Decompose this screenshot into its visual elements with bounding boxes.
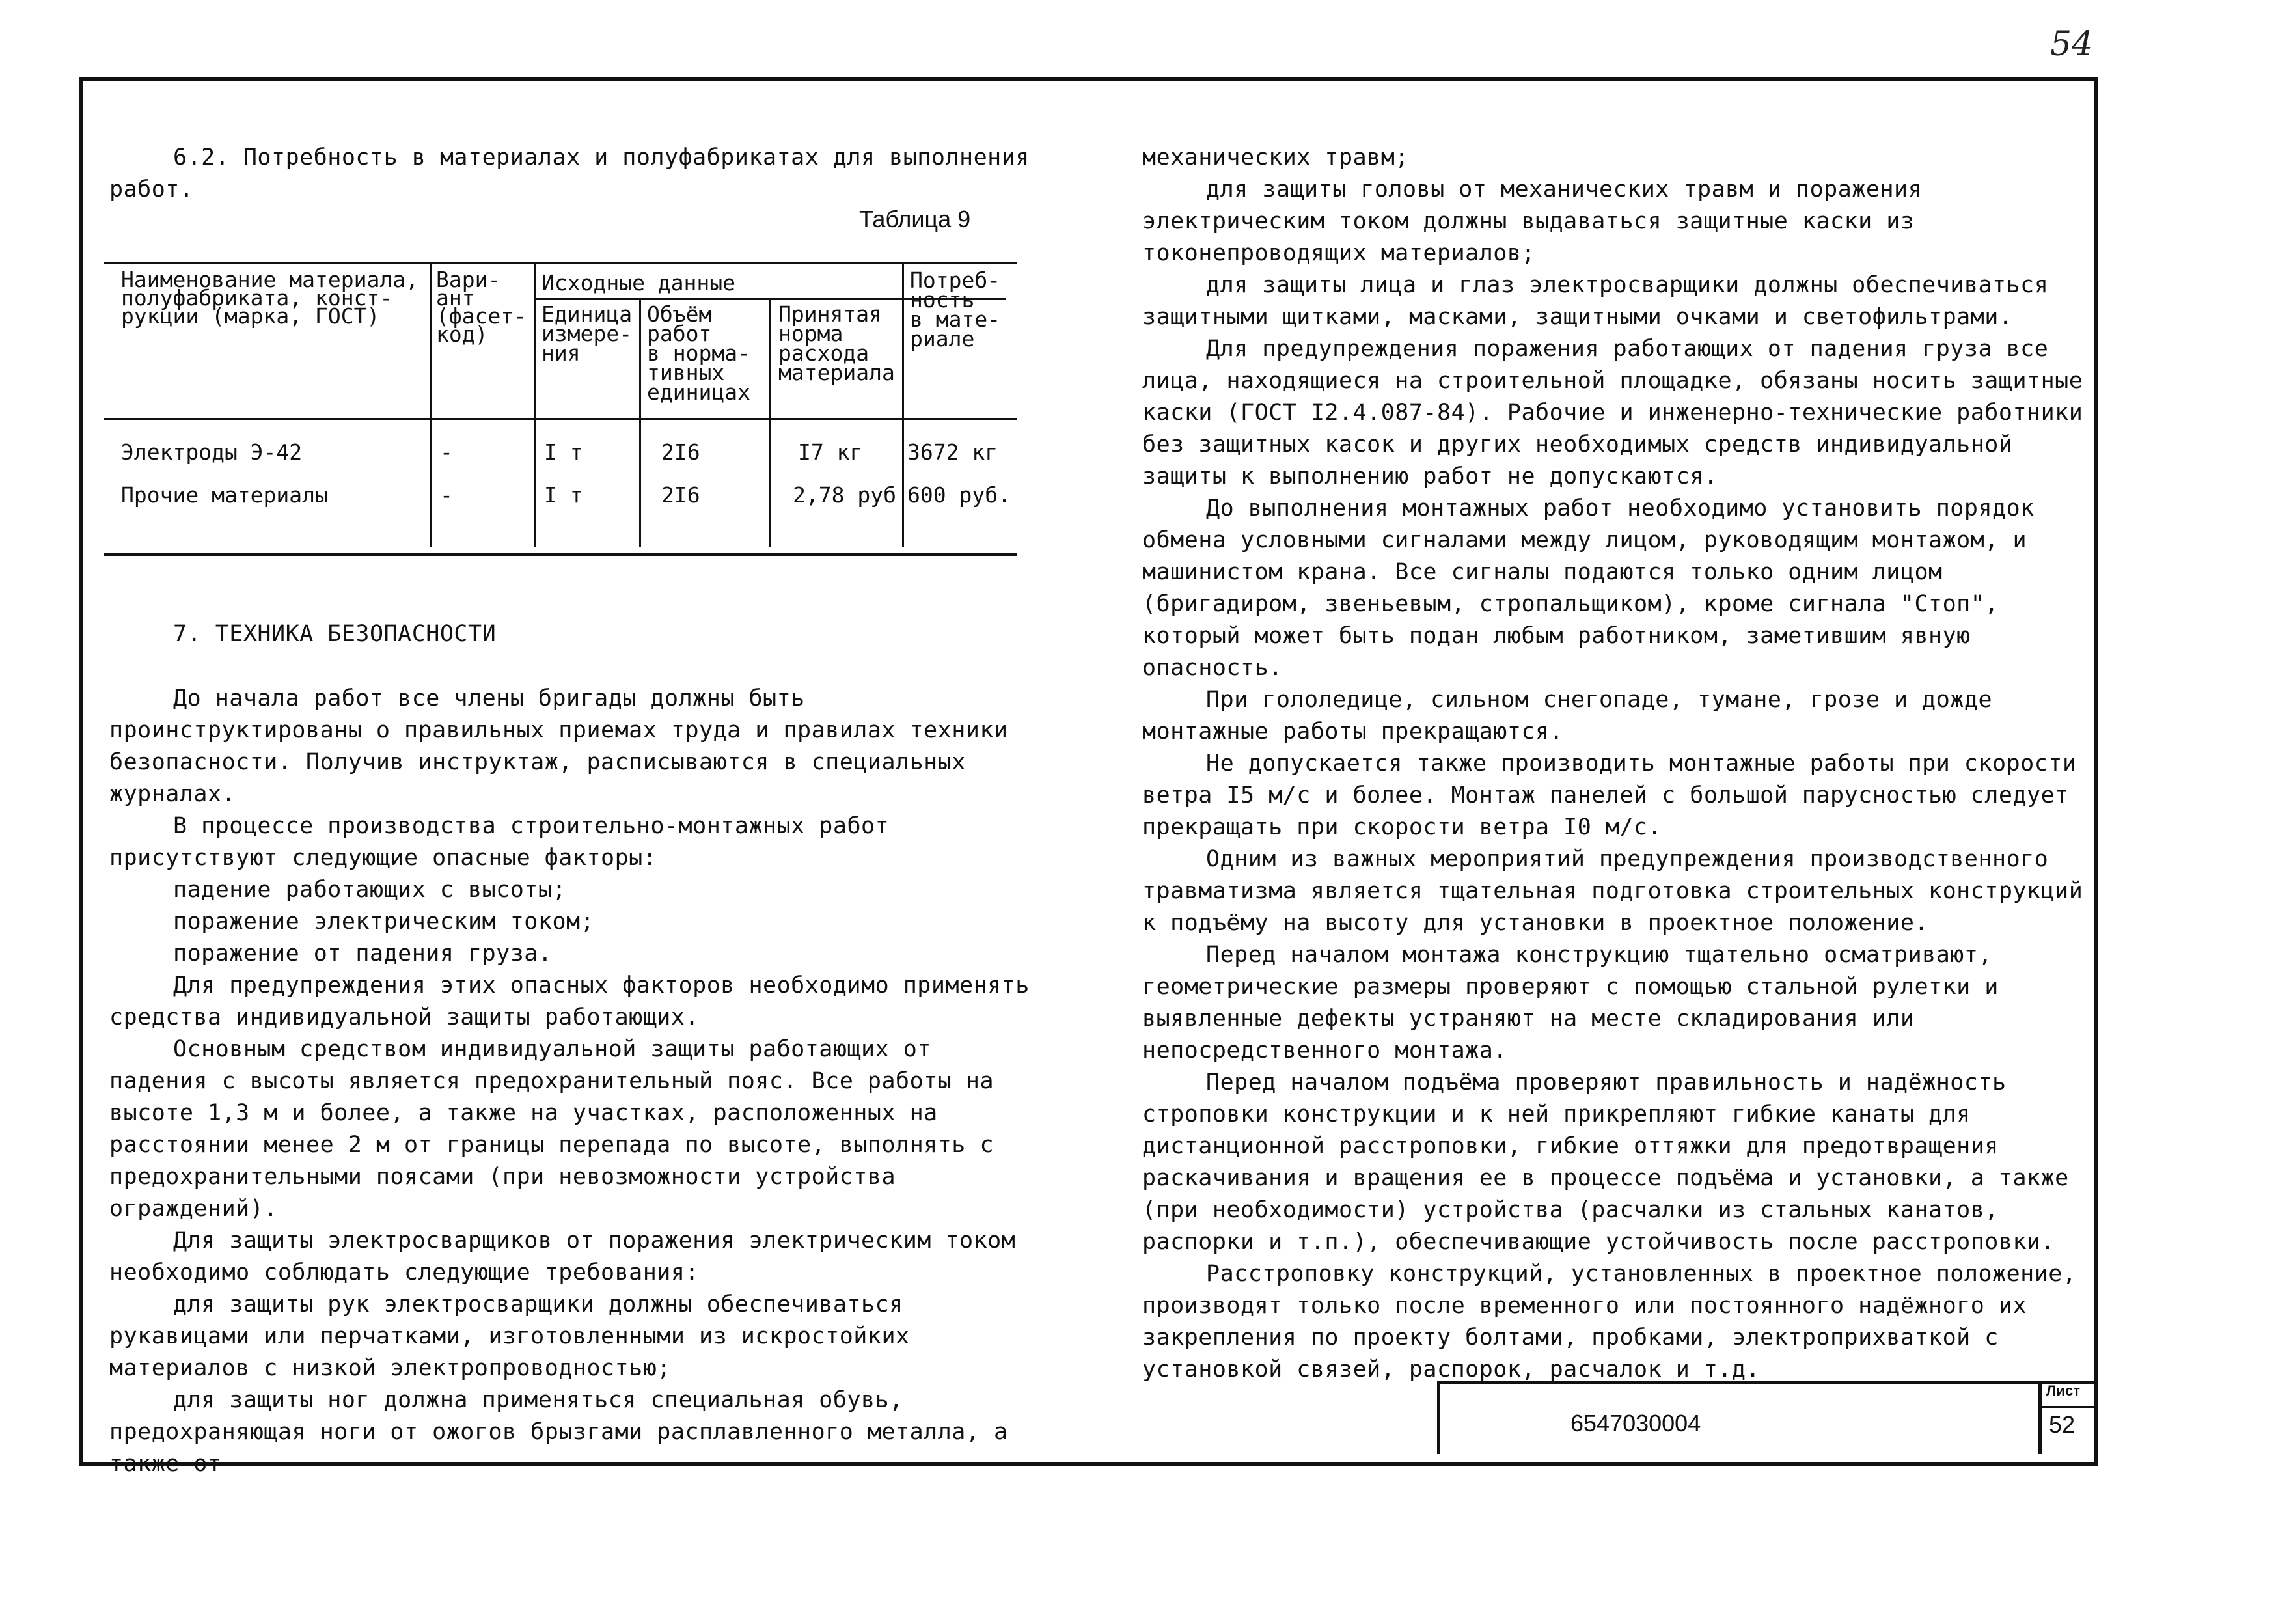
safety-section-left: [109, 618, 1034, 1480]
paragraph: До выполнения монтажных работ необходимо установить порядок обмена условными сигналами между лицом, руководящим монтажом, и машинистом крана. Все сигналы подаются только одним лицом (бригадиром, звеньевым, стропальщиком), кроме сигнала "Стоп", который может быть подан любым работником, заметившим явную опасность.: [1142, 495, 2035, 681]
paragraph: При гололедице, сильном снегопаде, тумане, грозе и дожде монтажные работы прекращаются.: [1142, 687, 1993, 745]
title-block-divider: [1437, 1381, 1440, 1454]
table-divider: [769, 298, 771, 547]
paragraph: Расстроповку конструкций, установленных в проектное положение, производят только после временного или постоянного надёжного их закрепления по проекту болтами, пробками, электроприхваткой с установкой связей, распорок, расчалок и т.д.: [1142, 1261, 2077, 1383]
row-2-unit: I т: [544, 482, 583, 508]
table-caption: Таблица 9: [859, 206, 971, 232]
row-2-need: 600 руб.: [907, 482, 1011, 508]
paragraph: для защиты ног должна применяться специальная обувь, предохраняющая ноги от ожогов брызгами расплавленного металла, а также от: [109, 1387, 1008, 1477]
header-unit: Единица измере- ния: [541, 301, 633, 366]
row-1-unit: I т: [544, 439, 583, 465]
document-code: 6547030004: [1570, 1410, 1701, 1437]
paragraph: для защиты рук электросварщики должны обеспечиваться рукавицами или перчатками, изготовленными из искростойких материалов с низкой электропроводностью;: [109, 1291, 910, 1381]
row-2-name: Прочие материалы: [121, 482, 328, 508]
paragraph: Перед началом монтажа конструкцию тщательно осматривают, геометрические размеры проверяют с помощью стальной рулетки и выявленные дефекты устраняют на месте складирования или непосредственного монтажа.: [1142, 942, 1999, 1064]
table-top-rule: [104, 262, 1017, 264]
header-need: Потреб- ность в мате- риале: [910, 268, 1001, 351]
sheet-label: Лист: [2046, 1383, 2080, 1399]
list-item: поражение от падения груза.: [173, 941, 553, 967]
header-source-data: Исходные данные: [541, 270, 736, 296]
table-divider: [430, 262, 432, 547]
frame-left-border: [79, 77, 83, 1466]
intro-line-1: 6.2. Потребность в материалах и полуфабрикатах для выполнения: [173, 145, 1030, 171]
list-item: поражение электрическим током;: [173, 909, 595, 935]
paragraph: В процессе производства строительно-монтажных работ присутствуют следующие опасные факторы:: [109, 813, 890, 871]
header-volume: Объём работ в норма- тивных единицах: [647, 301, 750, 405]
paragraph: Для защиты электросварщиков от поражения электрическим током необходимо соблюдать следующие требования:: [109, 1228, 1016, 1286]
list-item: падение работающих с высоты;: [173, 877, 567, 903]
paragraph: для защиты лица и глаз электросварщики должны обеспечиваться защитными щитками, масками, защитными очками и светофильтрами.: [1142, 272, 2049, 330]
row-1-volume: 2I6: [661, 439, 700, 465]
frame-top-border: [79, 77, 2098, 81]
title-block: [1437, 1381, 2097, 1457]
frame-right-border: [2094, 77, 2098, 1466]
table-divider: [639, 298, 641, 547]
title-block-top-rule: [1437, 1381, 2097, 1384]
sheet-label-rule: [2038, 1406, 2097, 1408]
paragraph: Перед началом подъёма проверяют правильность и надёжность строповки конструкции и к ней прикрепляют гибкие канаты для дистанционной расстроповки, гибкие оттяжки для предотвращения раскачивания и вращения ее в процессе подъёма и установки, а также (при необходимости) устройства (расчалки из стальных канатов, распорки и т.п.), обеспечивающие устойчивость после расстроповки.: [1142, 1069, 2069, 1255]
paragraph: Не допускается также производить монтажные работы при скорости ветра I5 м/с и более. Монтаж панелей с большой парусностью следует прекращать при скорости ветра I0 м/с.: [1142, 750, 2077, 840]
row-2-norm: 2,78 руб: [793, 482, 896, 508]
materials-intro: [109, 142, 1034, 206]
title-block-divider: [2038, 1381, 2042, 1454]
row-1-norm: I7 кг: [798, 439, 863, 465]
row-1-name: Электроды Э-42: [121, 439, 303, 465]
paragraph: Для предупреждения поражения работающих от падения груза все лица, находящиеся на строительной площадке, обязаны носить защитные каски (ГОСТ I2.4.087-84). Рабочие и инженерно-технические работники без защитных касок и других необходимых средств индивидуальной защиты к выполнению работ не допускаются.: [1142, 336, 2083, 489]
handwritten-page-number: 54: [2050, 25, 2094, 64]
header-variant: Вари- ант (фасет- код): [436, 267, 527, 347]
table-bottom-rule: [104, 553, 1017, 556]
table-header-rule: [104, 418, 1017, 420]
row-1-need: 3672 кг: [907, 439, 998, 465]
paragraph: Одним из важных мероприятий предупреждения производственного травматизма является тщательная подготовка строительных конструкций к подъёму на высоту для установки в проектное положение.: [1142, 846, 2083, 936]
paragraph: Для предупреждения этих опасных факторов необходимо применять средства индивидуальной защиты работающих.: [109, 972, 1030, 1030]
section-title: 7. ТЕХНИКА БЕЗОПАСНОСТИ: [173, 621, 497, 647]
safety-section-right: [1142, 142, 2092, 1386]
header-name: Наименование материала, полуфабриката, конст- рукции (марка, ГОСТ): [121, 267, 418, 329]
table-divider: [902, 262, 904, 547]
paragraph: для защиты головы от механических травм и поражения электрическим током должны выдаваться защитные каски из токонепроводящих материалов;: [1142, 176, 1923, 266]
sheet-number: 52: [2049, 1411, 2076, 1438]
paragraph: До начала работ все члены бригады должны быть проинструктированы о правильных приемах труда и правилах техники безопасности. Получив инструктаж, расписываются в специальных журналах.: [109, 685, 1008, 807]
paragraph: механических травм;: [1142, 145, 1409, 171]
row-1-variant: -: [440, 439, 453, 465]
intro-line-2: работ.: [109, 176, 194, 202]
header-norm: Принятая норма расхода материала: [778, 301, 895, 385]
paragraph: Основным средством индивидуальной защиты работающих от падения с высоты является предохранительный пояс. Все работы на высоте 1,3 м и более, а также на участках, расположенных на расстоянии менее 2 м от границы перепада по высоте, выполнять с предохранительными поясами (при невозможности устройства ограждений).: [109, 1036, 994, 1222]
table-divider: [534, 262, 536, 547]
row-2-volume: 2I6: [661, 482, 700, 508]
materials-table: [104, 262, 1017, 556]
row-2-variant: -: [440, 482, 453, 508]
